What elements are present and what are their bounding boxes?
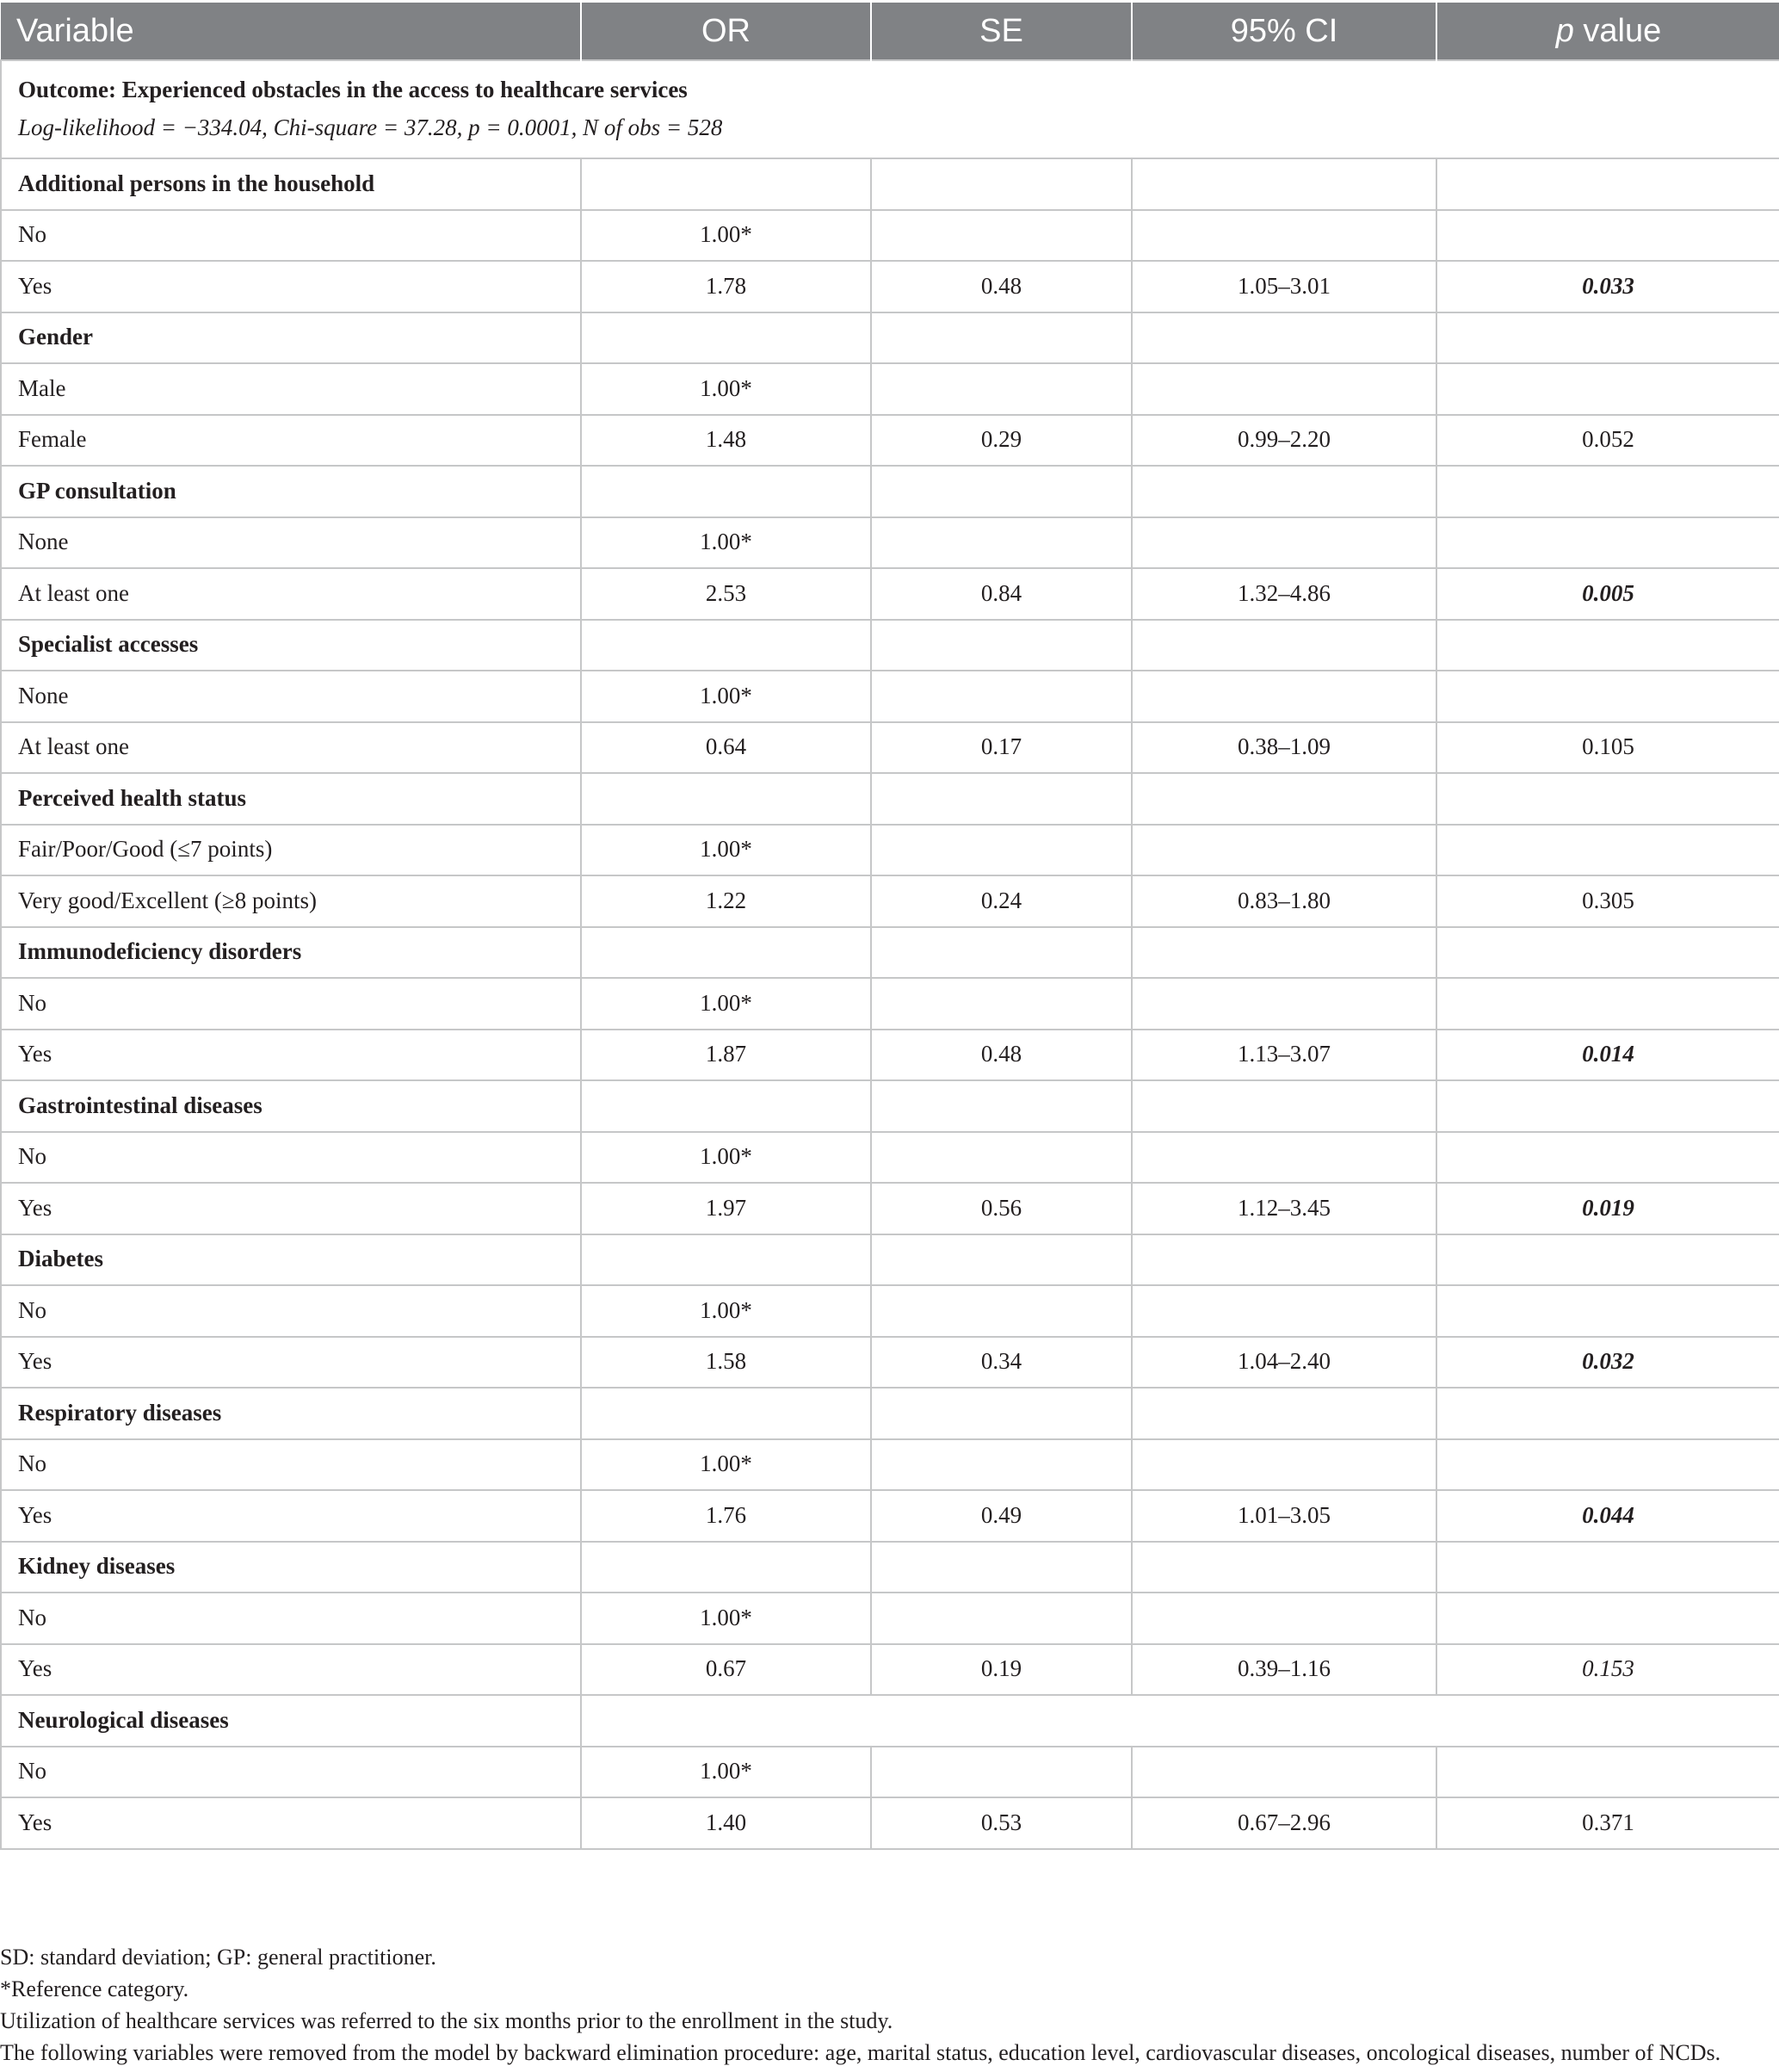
empty-cell — [871, 1080, 1132, 1132]
empty-cell — [1132, 312, 1436, 364]
variable-cell: Yes — [1, 1030, 581, 1081]
empty-cell — [581, 466, 871, 517]
empty-cell — [581, 1695, 1779, 1747]
or-cell: 0.64 — [581, 722, 871, 774]
empty-cell — [871, 927, 1132, 979]
group-label: Gastrointestinal diseases — [1, 1080, 581, 1132]
ci-cell: 0.39–1.16 — [1132, 1644, 1436, 1696]
se-cell: 0.53 — [871, 1797, 1132, 1849]
table-body — [1, 60, 1779, 1849]
empty-cell — [1132, 158, 1436, 210]
ci-cell: 1.32–4.86 — [1132, 568, 1436, 620]
ci-cell: 1.05–3.01 — [1132, 261, 1436, 312]
variable-cell: No — [1, 210, 581, 262]
results-table — [0, 3, 1779, 1850]
empty-cell — [581, 1388, 871, 1439]
se-cell — [871, 1285, 1132, 1337]
empty-cell — [1436, 620, 1779, 671]
empty-cell — [1436, 773, 1779, 825]
variable-cell: At least one — [1, 722, 581, 774]
or-cell: 1.48 — [581, 415, 871, 467]
ci-cell — [1132, 1593, 1436, 1644]
ci-cell — [1132, 1132, 1436, 1184]
variable-cell: At least one — [1, 568, 581, 620]
table-row — [1, 415, 1779, 467]
p-value-cell — [1436, 210, 1779, 262]
p-value-cell — [1436, 363, 1779, 415]
se-cell — [871, 1132, 1132, 1184]
variable-cell: Female — [1, 415, 581, 467]
column-header-ci: 95% CI — [1132, 3, 1436, 60]
p-value-cell: 0.014 — [1436, 1030, 1779, 1081]
or-cell: 1.58 — [581, 1337, 871, 1389]
empty-cell — [871, 1234, 1132, 1286]
footnote-reference: *Reference category. — [0, 1976, 189, 2001]
p-value-cell: 0.044 — [1436, 1490, 1779, 1542]
variable-cell: Yes — [1, 1644, 581, 1696]
se-cell — [871, 517, 1132, 569]
or-cell: 1.00* — [581, 1747, 871, 1798]
group-row — [1, 466, 1779, 517]
table-row — [1, 210, 1779, 262]
variable-cell: Male — [1, 363, 581, 415]
p-value-cell — [1436, 978, 1779, 1030]
table-row — [1, 1797, 1779, 1849]
empty-cell — [1436, 927, 1779, 979]
p-value-cell — [1436, 517, 1779, 569]
variable-cell: None — [1, 517, 581, 569]
group-row — [1, 1234, 1779, 1286]
column-header-se: SE — [871, 3, 1132, 60]
table-row — [1, 1747, 1779, 1798]
empty-cell — [871, 773, 1132, 825]
p-value-cell — [1436, 1593, 1779, 1644]
or-cell: 2.53 — [581, 568, 871, 620]
table-row — [1, 1439, 1779, 1491]
footnote-abbreviations: SD: standard deviation; GP: general practitioner. — [0, 1945, 436, 1970]
empty-cell — [1132, 1080, 1436, 1132]
or-cell: 1.00* — [581, 1439, 871, 1491]
se-cell — [871, 210, 1132, 262]
or-cell: 1.97 — [581, 1183, 871, 1234]
or-cell: 1.00* — [581, 210, 871, 262]
empty-cell — [1132, 620, 1436, 671]
or-cell: 1.00* — [581, 1285, 871, 1337]
empty-cell — [1436, 1234, 1779, 1286]
p-value-cell: 0.153 — [1436, 1644, 1779, 1696]
empty-cell — [581, 158, 871, 210]
or-cell: 1.78 — [581, 261, 871, 312]
empty-cell — [871, 312, 1132, 364]
empty-cell — [871, 158, 1132, 210]
variable-cell: None — [1, 671, 581, 722]
p-value-cell: 0.305 — [1436, 875, 1779, 927]
ci-cell — [1132, 517, 1436, 569]
p-value-cell: 0.019 — [1436, 1183, 1779, 1234]
se-cell: 0.49 — [871, 1490, 1132, 1542]
empty-cell — [1436, 1388, 1779, 1439]
ci-cell — [1132, 1285, 1436, 1337]
table-row — [1, 517, 1779, 569]
p-value-cell — [1436, 1132, 1779, 1184]
outcome-stats: Log-likelihood = −334.04, Chi-square = 37.28, p = 0.0001, N of obs = 528 — [18, 114, 723, 140]
or-cell: 0.67 — [581, 1644, 871, 1696]
se-cell: 0.24 — [871, 875, 1132, 927]
p-value-cell: 0.005 — [1436, 568, 1779, 620]
se-cell: 0.34 — [871, 1337, 1132, 1389]
empty-cell — [581, 927, 871, 979]
empty-cell — [581, 1542, 871, 1593]
table-row — [1, 1490, 1779, 1542]
ci-cell: 1.13–3.07 — [1132, 1030, 1436, 1081]
ci-cell: 1.04–2.40 — [1132, 1337, 1436, 1389]
p-value-cell — [1436, 1285, 1779, 1337]
empty-cell — [581, 620, 871, 671]
group-row — [1, 158, 1779, 210]
group-row — [1, 312, 1779, 364]
p-value-suffix: value — [1573, 12, 1662, 49]
or-cell: 1.87 — [581, 1030, 871, 1081]
ci-cell — [1132, 210, 1436, 262]
or-cell: 1.00* — [581, 978, 871, 1030]
se-cell — [871, 671, 1132, 722]
variable-cell: No — [1, 1593, 581, 1644]
table-row — [1, 1030, 1779, 1081]
outcome-title: Outcome: Experienced obstacles in the access to healthcare services — [18, 77, 688, 103]
or-cell: 1.00* — [581, 1132, 871, 1184]
empty-cell — [871, 1388, 1132, 1439]
se-cell: 0.56 — [871, 1183, 1132, 1234]
column-header-variable: Variable — [1, 3, 581, 60]
empty-cell — [581, 773, 871, 825]
empty-cell — [1132, 773, 1436, 825]
group-label: Specialist accesses — [1, 620, 581, 671]
variable-cell: Fair/Poor/Good (≤7 points) — [1, 825, 581, 876]
or-cell: 1.76 — [581, 1490, 871, 1542]
ci-cell: 0.38–1.09 — [1132, 722, 1436, 774]
variable-cell: Yes — [1, 1183, 581, 1234]
ci-cell: 1.01–3.05 — [1132, 1490, 1436, 1542]
variable-cell: Yes — [1, 261, 581, 312]
empty-cell — [581, 312, 871, 364]
table-row — [1, 363, 1779, 415]
empty-cell — [1436, 1542, 1779, 1593]
group-row — [1, 773, 1779, 825]
table-row — [1, 1337, 1779, 1389]
group-row — [1, 1388, 1779, 1439]
se-cell: 0.29 — [871, 415, 1132, 467]
se-cell — [871, 1439, 1132, 1491]
footnotes — [0, 1941, 1720, 2069]
table-row — [1, 825, 1779, 876]
variable-cell: No — [1, 1747, 581, 1798]
se-cell: 0.84 — [871, 568, 1132, 620]
empty-cell — [1436, 312, 1779, 364]
group-label: Additional persons in the household — [1, 158, 581, 210]
group-label: Immunodeficiency disorders — [1, 927, 581, 979]
ci-cell — [1132, 363, 1436, 415]
empty-cell — [1132, 466, 1436, 517]
variable-cell: No — [1, 1439, 581, 1491]
se-cell: 0.17 — [871, 722, 1132, 774]
ci-cell: 1.12–3.45 — [1132, 1183, 1436, 1234]
group-row — [1, 1080, 1779, 1132]
table-row — [1, 568, 1779, 620]
group-label: Gender — [1, 312, 581, 364]
p-value-cell: 0.032 — [1436, 1337, 1779, 1389]
table-row — [1, 722, 1779, 774]
or-cell: 1.22 — [581, 875, 871, 927]
group-row — [1, 1695, 1779, 1747]
empty-cell — [1436, 466, 1779, 517]
group-label: Respiratory diseases — [1, 1388, 581, 1439]
group-row — [1, 1542, 1779, 1593]
p-value-cell: 0.371 — [1436, 1797, 1779, 1849]
empty-cell — [1132, 1234, 1436, 1286]
table-row — [1, 1285, 1779, 1337]
p-value-cell — [1436, 671, 1779, 722]
group-label: Perceived health status — [1, 773, 581, 825]
se-cell: 0.48 — [871, 261, 1132, 312]
ci-cell: 0.99–2.20 — [1132, 415, 1436, 467]
outcome-row — [1, 60, 1779, 158]
table-row — [1, 671, 1779, 722]
group-label: Neurological diseases — [1, 1695, 581, 1747]
table-row — [1, 261, 1779, 312]
se-cell — [871, 1593, 1132, 1644]
se-cell — [871, 978, 1132, 1030]
p-value-cell: 0.033 — [1436, 261, 1779, 312]
or-cell: 1.00* — [581, 825, 871, 876]
group-row — [1, 927, 1779, 979]
or-cell: 1.00* — [581, 517, 871, 569]
table-row — [1, 875, 1779, 927]
outcome-cell — [1, 60, 1779, 158]
se-cell — [871, 1747, 1132, 1798]
table-row — [1, 1132, 1779, 1184]
group-row — [1, 620, 1779, 671]
empty-cell — [1132, 1542, 1436, 1593]
empty-cell — [1436, 158, 1779, 210]
ci-cell — [1132, 825, 1436, 876]
empty-cell — [871, 620, 1132, 671]
empty-cell — [1132, 1388, 1436, 1439]
table-row — [1, 978, 1779, 1030]
table-header — [1, 3, 1779, 60]
variable-cell: Very good/Excellent (≥8 points) — [1, 875, 581, 927]
variable-cell: Yes — [1, 1337, 581, 1389]
variable-cell: Yes — [1, 1797, 581, 1849]
variable-cell: No — [1, 1285, 581, 1337]
or-cell: 1.00* — [581, 363, 871, 415]
se-cell — [871, 825, 1132, 876]
or-cell: 1.40 — [581, 1797, 871, 1849]
empty-cell — [1132, 927, 1436, 979]
se-cell — [871, 363, 1132, 415]
column-header-p-value — [1436, 3, 1779, 60]
ci-cell: 0.83–1.80 — [1132, 875, 1436, 927]
footnote-removed-variables: The following variables were removed from the model by backward elimination procedure: age, marital status, education level, cardiovascular diseases, oncological diseases, number of NCDs. — [0, 2040, 1721, 2065]
ci-cell — [1132, 671, 1436, 722]
variable-cell: Yes — [1, 1490, 581, 1542]
variable-cell: No — [1, 1132, 581, 1184]
ci-cell: 0.67–2.96 — [1132, 1797, 1436, 1849]
column-header-or: OR — [581, 3, 871, 60]
group-label: GP consultation — [1, 466, 581, 517]
or-cell: 1.00* — [581, 1593, 871, 1644]
table-row — [1, 1644, 1779, 1696]
footnote-utilization: Utilization of healthcare services was referred to the six months prior to the enrollment in the study. — [0, 2008, 893, 2033]
group-label: Diabetes — [1, 1234, 581, 1286]
ci-cell — [1132, 978, 1436, 1030]
table-row — [1, 1183, 1779, 1234]
p-symbol: p — [1555, 12, 1574, 49]
ci-cell — [1132, 1747, 1436, 1798]
p-value-cell — [1436, 1747, 1779, 1798]
table-row — [1, 1593, 1779, 1644]
p-value-cell: 0.052 — [1436, 415, 1779, 467]
empty-cell — [1436, 1080, 1779, 1132]
empty-cell — [871, 466, 1132, 517]
variable-cell: No — [1, 978, 581, 1030]
empty-cell — [871, 1542, 1132, 1593]
p-value-cell: 0.105 — [1436, 722, 1779, 774]
empty-cell — [581, 1080, 871, 1132]
p-value-cell — [1436, 1439, 1779, 1491]
or-cell: 1.00* — [581, 671, 871, 722]
ci-cell — [1132, 1439, 1436, 1491]
empty-cell — [581, 1234, 871, 1286]
group-label: Kidney diseases — [1, 1542, 581, 1593]
p-value-cell — [1436, 825, 1779, 876]
se-cell: 0.19 — [871, 1644, 1132, 1696]
se-cell: 0.48 — [871, 1030, 1132, 1081]
